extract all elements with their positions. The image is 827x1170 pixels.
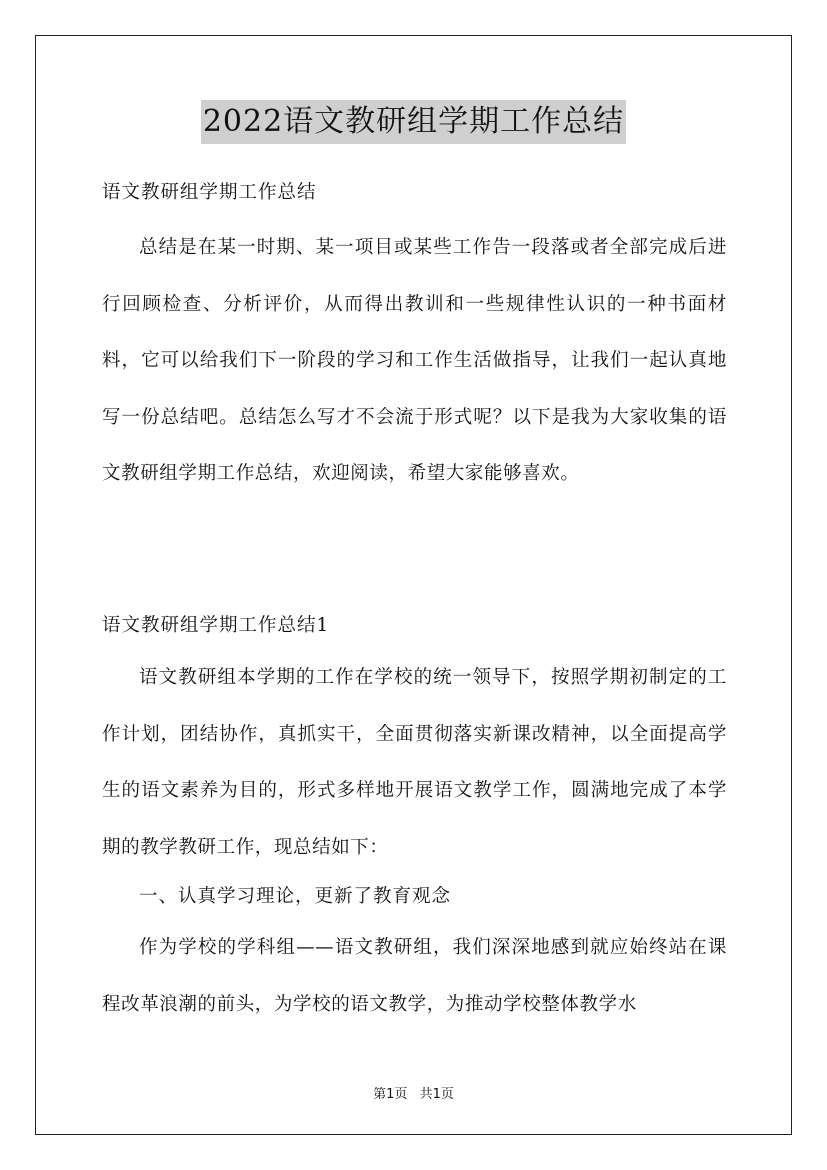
- section-1-paragraph: 语文教研组本学期的工作在学校的统一领导下，按照学期初制定的工作计划，团结协作，真抓实干，全面贯彻落实新课改精神，以全面提高学生的语文素养为目的，形式多样地开展语文教学工作，圆满地完成了本学期的教学教研工作，现总结如下：: [102, 667, 727, 858]
- section-1-heading: 语文教研组学期工作总结1: [102, 615, 330, 636]
- intro-paragraph: 总结是在某一时期、某一项目或某些工作告一段落或者全部完成后进行回顾检查、分析评价，从而得出教训和一些规律性认识的一种书面材料，它可以给我们下一阶段的学习和工作生活做指导，让我们一起认真地写一份总结吧。总结怎么写才不会流于形式呢？以下是我为大家收集的语文教研组学期工作总结，欢迎阅读，希望大家能够喜欢。: [102, 237, 727, 484]
- section-1-heading-block: [102, 612, 727, 640]
- page-total: 共1页: [419, 1087, 454, 1102]
- point-1-body: [102, 920, 727, 1033]
- intro-section: [102, 220, 727, 503]
- point-1-paragraph: 作为学校的学科组——语文教研组，我们深深地感到就应始终站在课程改革浪潮的前头，为学校的语文教学，为推动学校整体教学水: [102, 937, 727, 1015]
- document-title: 2022语文教研组学期工作总结: [201, 100, 626, 144]
- document-subtitle: [102, 179, 727, 207]
- point-1-heading-block: [102, 883, 727, 911]
- title-block: [0, 100, 827, 144]
- page-footer: [0, 1083, 827, 1102]
- point-1-heading: 一、认真学习理论，更新了教育观念: [139, 886, 452, 907]
- page-number: 第1页: [373, 1087, 408, 1102]
- subtitle-text: 语文教研组学期工作总结: [102, 182, 317, 203]
- section-1-body: [102, 650, 727, 876]
